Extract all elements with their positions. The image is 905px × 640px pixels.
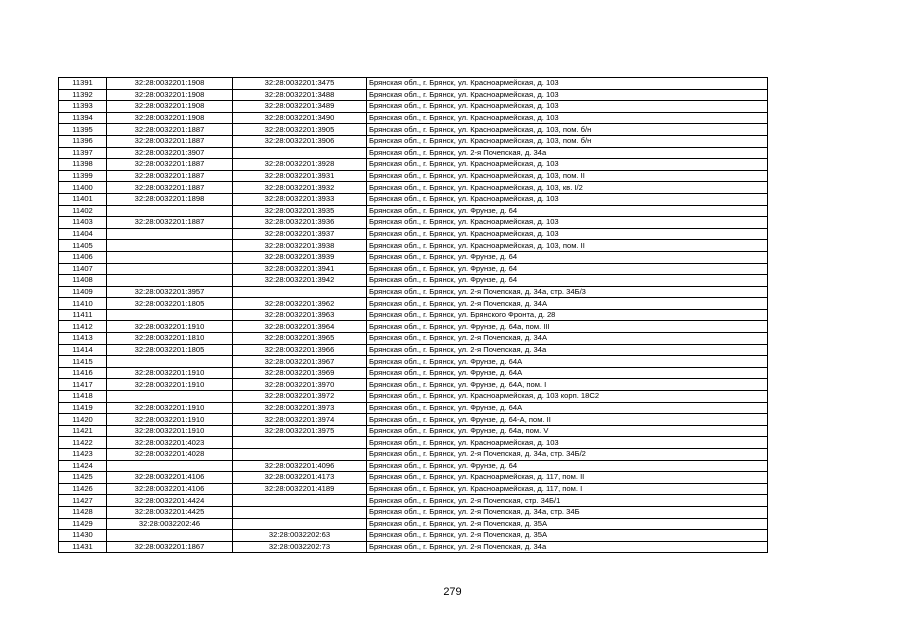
address-cell: Брянская обл., г. Брянск, ул. 2-я Почепская, д. 34а, стр. 34Б/2	[367, 449, 768, 461]
parent-cadastral-number-cell: 32:28:0032201:4106	[107, 472, 233, 484]
table-row	[59, 356, 768, 368]
registry-table	[58, 77, 768, 553]
table-row	[59, 135, 768, 147]
cadastral-number-cell: 32:28:0032201:3939	[233, 251, 367, 263]
address-cell: Брянская обл., г. Брянск, ул. Красноармейская, д. 103 корп. 18С2	[367, 391, 768, 403]
address-cell: Брянская обл., г. Брянск, ул. Фрунзе, д. 64А	[367, 356, 768, 368]
address-cell: Брянская обл., г. Брянск, ул. Фрунзе, д. 64	[367, 205, 768, 217]
cadastral-number-cell: 32:28:0032201:3905	[233, 124, 367, 136]
row-number-cell: 11400	[59, 182, 107, 194]
address-cell: Брянская обл., г. Брянск, ул. Красноармейская, д. 117, пом. II	[367, 472, 768, 484]
cadastral-number-cell: 32:28:0032201:3963	[233, 309, 367, 321]
row-number-cell: 11410	[59, 298, 107, 310]
parent-cadastral-number-cell	[107, 275, 233, 287]
table-row	[59, 309, 768, 321]
address-cell: Брянская обл., г. Брянск, ул. Красноармейская, д. 103	[367, 101, 768, 113]
row-number-cell: 11402	[59, 205, 107, 217]
address-cell: Брянская обл., г. Брянск, ул. Красноармейская, д. 103	[367, 193, 768, 205]
cadastral-number-cell: 32:28:0032202:63	[233, 530, 367, 542]
parent-cadastral-number-cell	[107, 205, 233, 217]
table-row	[59, 112, 768, 124]
cadastral-number-cell: 32:28:0032201:3490	[233, 112, 367, 124]
row-number-cell: 11396	[59, 135, 107, 147]
row-number-cell: 11403	[59, 217, 107, 229]
table-row	[59, 425, 768, 437]
address-cell: Брянская обл., г. Брянск, ул. 2-я Почепская, д. 34а	[367, 541, 768, 553]
row-number-cell: 11422	[59, 437, 107, 449]
row-number-cell: 11401	[59, 193, 107, 205]
parent-cadastral-number-cell	[107, 460, 233, 472]
table-row	[59, 541, 768, 553]
parent-cadastral-number-cell	[107, 356, 233, 368]
parent-cadastral-number-cell: 32:28:0032201:1805	[107, 298, 233, 310]
table-row	[59, 483, 768, 495]
address-cell: Брянская обл., г. Брянск, ул. Красноармейская, д. 103	[367, 159, 768, 171]
address-cell: Брянская обл., г. Брянск, ул. 2-я Почепская, д. 34а	[367, 147, 768, 159]
address-cell: Брянская обл., г. Брянск, ул. Красноармейская, д. 103	[367, 78, 768, 90]
cadastral-number-cell	[233, 286, 367, 298]
parent-cadastral-number-cell: 32:28:0032201:4424	[107, 495, 233, 507]
table-row	[59, 193, 768, 205]
address-cell: Брянская обл., г. Брянск, ул. Красноармейская, д. 103, пом. б/н	[367, 124, 768, 136]
address-cell: Брянская обл., г. Брянск, ул. Красноармейская, д. 103	[367, 437, 768, 449]
cadastral-number-cell: 32:28:0032201:3974	[233, 414, 367, 426]
row-number-cell: 11392	[59, 89, 107, 101]
cadastral-number-cell: 32:28:0032201:3966	[233, 344, 367, 356]
address-cell: Брянская обл., г. Брянск, ул. Красноармейская, д. 103	[367, 112, 768, 124]
cadastral-number-cell: 32:28:0032201:4096	[233, 460, 367, 472]
parent-cadastral-number-cell	[107, 240, 233, 252]
parent-cadastral-number-cell: 32:28:0032201:1908	[107, 78, 233, 90]
parent-cadastral-number-cell: 32:28:0032201:1887	[107, 159, 233, 171]
cadastral-number-cell	[233, 495, 367, 507]
parent-cadastral-number-cell: 32:28:0032201:1910	[107, 379, 233, 391]
row-number-cell: 11391	[59, 78, 107, 90]
address-cell: Брянская обл., г. Брянск, ул. Фрунзе, д. 64А	[367, 367, 768, 379]
row-number-cell: 11405	[59, 240, 107, 252]
table-row	[59, 170, 768, 182]
parent-cadastral-number-cell: 32:28:0032201:4028	[107, 449, 233, 461]
address-cell: Брянская обл., г. Брянск, ул. Фрунзе, д. 64	[367, 251, 768, 263]
address-cell: Брянская обл., г. Брянск, ул. Красноармейская, д. 103	[367, 89, 768, 101]
row-number-cell: 11423	[59, 449, 107, 461]
table-row	[59, 402, 768, 414]
cadastral-number-cell: 32:28:0032201:3972	[233, 391, 367, 403]
row-number-cell: 11421	[59, 425, 107, 437]
parent-cadastral-number-cell: 32:28:0032201:1898	[107, 193, 233, 205]
row-number-cell: 11397	[59, 147, 107, 159]
address-cell: Брянская обл., г. Брянск, ул. Фрунзе, д. 64А	[367, 402, 768, 414]
row-number-cell: 11429	[59, 518, 107, 530]
cadastral-number-cell: 32:28:0032201:3928	[233, 159, 367, 171]
parent-cadastral-number-cell: 32:28:0032201:3957	[107, 286, 233, 298]
cadastral-number-cell: 32:28:0032201:3942	[233, 275, 367, 287]
parent-cadastral-number-cell: 32:28:0032201:1810	[107, 333, 233, 345]
address-cell: Брянская обл., г. Брянск, ул. Фрунзе, д. 64А, пом. I	[367, 379, 768, 391]
row-number-cell: 11425	[59, 472, 107, 484]
parent-cadastral-number-cell: 32:28:0032201:1910	[107, 402, 233, 414]
row-number-cell: 11394	[59, 112, 107, 124]
cadastral-number-cell: 32:28:0032201:3973	[233, 402, 367, 414]
table-row	[59, 78, 768, 90]
parent-cadastral-number-cell: 32:28:0032201:1805	[107, 344, 233, 356]
table-row	[59, 89, 768, 101]
parent-cadastral-number-cell: 32:28:0032201:1910	[107, 414, 233, 426]
address-cell: Брянская обл., г. Брянск, ул. Красноармейская, д. 103, кв. I/2	[367, 182, 768, 194]
parent-cadastral-number-cell: 32:28:0032201:1887	[107, 124, 233, 136]
page-number: 279	[443, 586, 462, 598]
parent-cadastral-number-cell: 32:28:0032201:1887	[107, 182, 233, 194]
parent-cadastral-number-cell: 32:28:0032201:1887	[107, 170, 233, 182]
row-number-cell: 11431	[59, 541, 107, 553]
cadastral-number-cell: 32:28:0032201:3962	[233, 298, 367, 310]
row-number-cell: 11406	[59, 251, 107, 263]
row-number-cell: 11419	[59, 402, 107, 414]
address-cell: Брянская обл., г. Брянск, ул. 2-я Почепская, д. 34а	[367, 344, 768, 356]
cadastral-number-cell: 32:28:0032201:4189	[233, 483, 367, 495]
table-row	[59, 530, 768, 542]
address-cell: Брянская обл., г. Брянск, ул. Красноармейская, д. 103, пом. б/н	[367, 135, 768, 147]
parent-cadastral-number-cell: 32:28:0032201:4023	[107, 437, 233, 449]
address-cell: Брянская обл., г. Брянск, ул. 2-я Почепская, д. 34А	[367, 333, 768, 345]
cadastral-number-cell	[233, 506, 367, 518]
parent-cadastral-number-cell	[107, 263, 233, 275]
row-number-cell: 11416	[59, 367, 107, 379]
table-row	[59, 379, 768, 391]
table-row	[59, 437, 768, 449]
cadastral-number-cell: 32:28:0032201:3965	[233, 333, 367, 345]
address-cell: Брянская обл., г. Брянск, ул. Красноармейская, д. 103	[367, 228, 768, 240]
cadastral-number-cell: 32:28:0032201:3932	[233, 182, 367, 194]
row-number-cell: 11427	[59, 495, 107, 507]
parent-cadastral-number-cell: 32:28:0032201:1910	[107, 367, 233, 379]
row-number-cell: 11426	[59, 483, 107, 495]
table-row	[59, 217, 768, 229]
row-number-cell: 11417	[59, 379, 107, 391]
cadastral-number-cell: 32:28:0032201:3937	[233, 228, 367, 240]
address-cell: Брянская обл., г. Брянск, ул. Красноармейская, д. 103, пом. II	[367, 240, 768, 252]
parent-cadastral-number-cell: 32:28:0032201:1867	[107, 541, 233, 553]
table-row	[59, 263, 768, 275]
address-cell: Брянская обл., г. Брянск, ул. Красноармейская, д. 103	[367, 217, 768, 229]
parent-cadastral-number-cell	[107, 530, 233, 542]
cadastral-number-cell: 32:28:0032201:3475	[233, 78, 367, 90]
cadastral-number-cell: 32:28:0032201:3975	[233, 425, 367, 437]
row-number-cell: 11413	[59, 333, 107, 345]
cadastral-number-cell: 32:28:0032202:73	[233, 541, 367, 553]
table-row	[59, 147, 768, 159]
table-row	[59, 228, 768, 240]
table-row	[59, 286, 768, 298]
cadastral-number-cell: 32:28:0032201:3970	[233, 379, 367, 391]
address-cell: Брянская обл., г. Брянск, ул. Фрунзе, д. 64	[367, 460, 768, 472]
cadastral-number-cell: 32:28:0032201:3488	[233, 89, 367, 101]
parent-cadastral-number-cell	[107, 228, 233, 240]
cadastral-number-cell: 32:28:0032201:3936	[233, 217, 367, 229]
parent-cadastral-number-cell: 32:28:0032201:1908	[107, 89, 233, 101]
parent-cadastral-number-cell: 32:28:0032201:1910	[107, 425, 233, 437]
table-row	[59, 506, 768, 518]
cadastral-number-cell: 32:28:0032201:3969	[233, 367, 367, 379]
row-number-cell: 11420	[59, 414, 107, 426]
cadastral-number-cell: 32:28:0032201:3938	[233, 240, 367, 252]
parent-cadastral-number-cell: 32:28:0032202:46	[107, 518, 233, 530]
row-number-cell: 11395	[59, 124, 107, 136]
cadastral-number-cell: 32:28:0032201:3967	[233, 356, 367, 368]
address-cell: Брянская обл., г. Брянск, ул. Фрунзе, д. 64-А, пом. II	[367, 414, 768, 426]
cadastral-number-cell	[233, 147, 367, 159]
address-cell: Брянская обл., г. Брянск, ул. Брянского Фронта, д. 28	[367, 309, 768, 321]
cadastral-number-cell	[233, 437, 367, 449]
address-cell: Брянская обл., г. Брянск, ул. 2-я Почепская, д. 34а, стр. 34Б	[367, 506, 768, 518]
address-cell: Брянская обл., г. Брянск, ул. Фрунзе, д. 64а, пом. III	[367, 321, 768, 333]
table-row	[59, 124, 768, 136]
table-row	[59, 460, 768, 472]
table-row	[59, 159, 768, 171]
address-cell: Брянская обл., г. Брянск, ул. 2-я Почепская, д. 35А	[367, 518, 768, 530]
table-row	[59, 344, 768, 356]
row-number-cell: 11430	[59, 530, 107, 542]
table-row	[59, 333, 768, 345]
table-row	[59, 205, 768, 217]
cadastral-number-cell: 32:28:0032201:4173	[233, 472, 367, 484]
cadastral-number-cell	[233, 449, 367, 461]
table-row	[59, 240, 768, 252]
parent-cadastral-number-cell	[107, 251, 233, 263]
table-row	[59, 182, 768, 194]
table-row	[59, 275, 768, 287]
row-number-cell: 11404	[59, 228, 107, 240]
row-number-cell: 11393	[59, 101, 107, 113]
row-number-cell: 11409	[59, 286, 107, 298]
cadastral-number-cell: 32:28:0032201:3935	[233, 205, 367, 217]
address-cell: Брянская обл., г. Брянск, ул. Фрунзе, д. 64	[367, 275, 768, 287]
row-number-cell: 11428	[59, 506, 107, 518]
parent-cadastral-number-cell: 32:28:0032201:1908	[107, 101, 233, 113]
table-row	[59, 101, 768, 113]
parent-cadastral-number-cell: 32:28:0032201:1887	[107, 135, 233, 147]
table-row	[59, 251, 768, 263]
table-row	[59, 518, 768, 530]
address-cell: Брянская обл., г. Брянск, ул. Красноармейская, д. 117, пом. I	[367, 483, 768, 495]
registry-table-body	[59, 78, 768, 553]
row-number-cell: 11398	[59, 159, 107, 171]
table-row	[59, 367, 768, 379]
cadastral-number-cell: 32:28:0032201:3931	[233, 170, 367, 182]
address-cell: Брянская обл., г. Брянск, ул. 2-я Почепская, д. 34а, стр. 34Б/3	[367, 286, 768, 298]
row-number-cell: 11415	[59, 356, 107, 368]
row-number-cell: 11411	[59, 309, 107, 321]
address-cell: Брянская обл., г. Брянск, ул. 2-я Почепская, д. 34А	[367, 298, 768, 310]
cadastral-number-cell: 32:28:0032201:3489	[233, 101, 367, 113]
cadastral-number-cell: 32:28:0032201:3964	[233, 321, 367, 333]
parent-cadastral-number-cell: 32:28:0032201:3907	[107, 147, 233, 159]
parent-cadastral-number-cell: 32:28:0032201:1910	[107, 321, 233, 333]
cadastral-number-cell	[233, 518, 367, 530]
table-row	[59, 414, 768, 426]
parent-cadastral-number-cell: 32:28:0032201:4425	[107, 506, 233, 518]
cadastral-number-cell: 32:28:0032201:3906	[233, 135, 367, 147]
parent-cadastral-number-cell: 32:28:0032201:1908	[107, 112, 233, 124]
address-cell: Брянская обл., г. Брянск, ул. Красноармейская, д. 103, пом. II	[367, 170, 768, 182]
table-row	[59, 495, 768, 507]
table-row	[59, 298, 768, 310]
row-number-cell: 11412	[59, 321, 107, 333]
row-number-cell: 11414	[59, 344, 107, 356]
address-cell: Брянская обл., г. Брянск, ул. 2-я Почепская, стр. 34Б/1	[367, 495, 768, 507]
row-number-cell: 11408	[59, 275, 107, 287]
table-row	[59, 391, 768, 403]
table-row	[59, 321, 768, 333]
cadastral-number-cell: 32:28:0032201:3941	[233, 263, 367, 275]
address-cell: Брянская обл., г. Брянск, ул. Фрунзе, д. 64	[367, 263, 768, 275]
row-number-cell: 11399	[59, 170, 107, 182]
table-row	[59, 449, 768, 461]
parent-cadastral-number-cell	[107, 309, 233, 321]
cadastral-number-cell: 32:28:0032201:3933	[233, 193, 367, 205]
table-row	[59, 472, 768, 484]
row-number-cell: 11407	[59, 263, 107, 275]
parent-cadastral-number-cell: 32:28:0032201:4106	[107, 483, 233, 495]
address-cell: Брянская обл., г. Брянск, ул. Фрунзе, д. 64а, пом. V	[367, 425, 768, 437]
row-number-cell: 11424	[59, 460, 107, 472]
parent-cadastral-number-cell	[107, 391, 233, 403]
row-number-cell: 11418	[59, 391, 107, 403]
address-cell: Брянская обл., г. Брянск, ул. 2-я Почепская, д. 35А	[367, 530, 768, 542]
parent-cadastral-number-cell: 32:28:0032201:1887	[107, 217, 233, 229]
